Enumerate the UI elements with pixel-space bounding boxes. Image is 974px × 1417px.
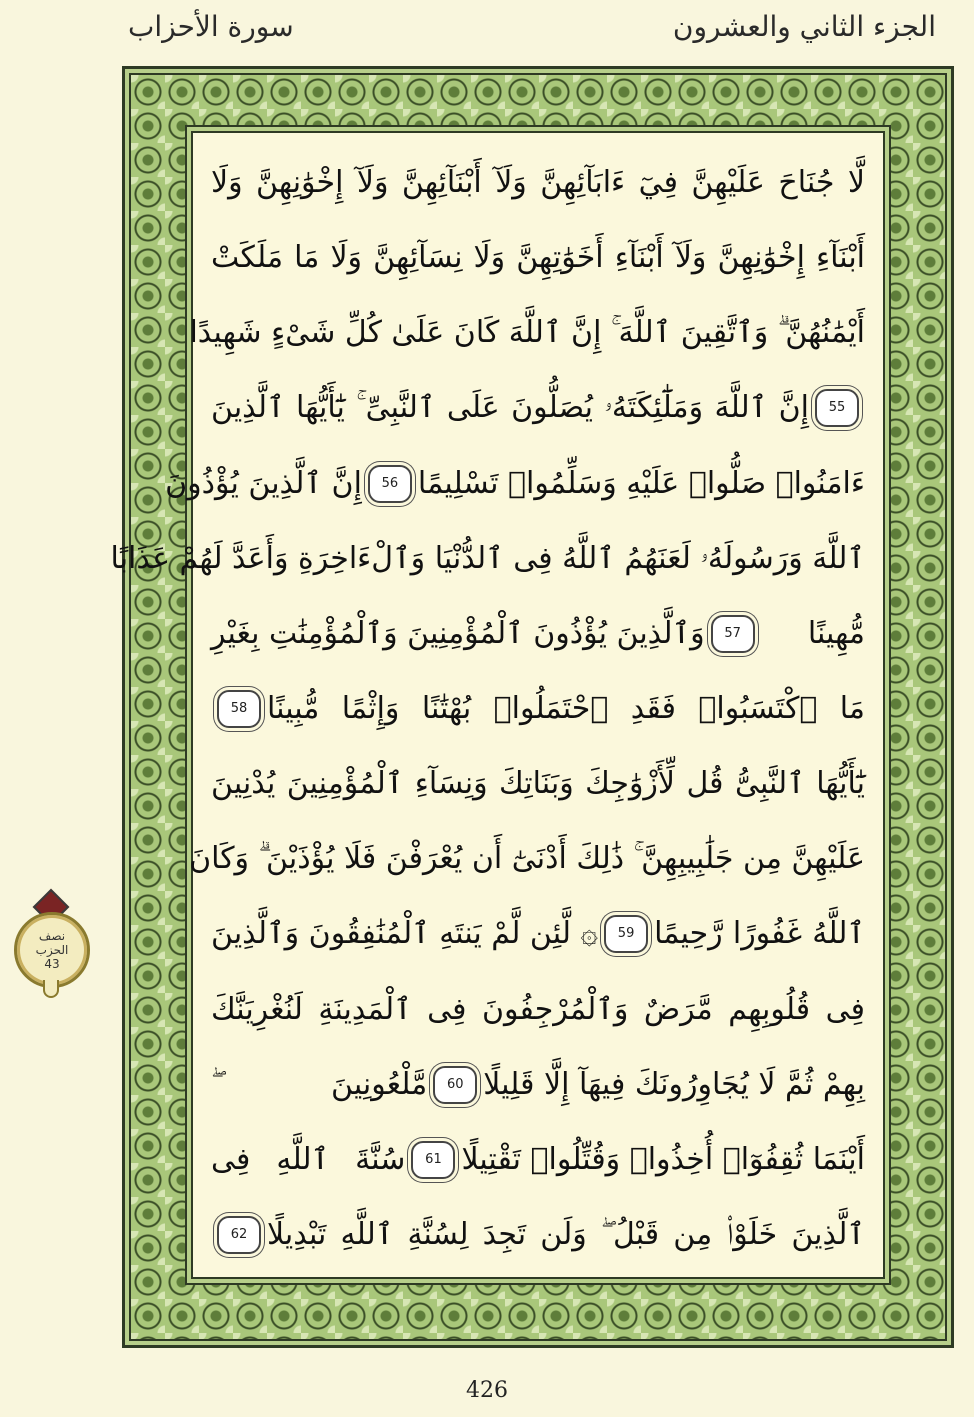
verse-text: ٱلَّذِينَ خَلَوْا۟ مِن قَبْلُ ۖ وَلَن تَجِدَ لِسُنَّةِ ٱللَّهِ تَبْدِيلًا xyxy=(267,1216,865,1252)
hizb-label-half: نصف xyxy=(38,929,66,943)
text-panel xyxy=(110,131,885,1279)
verse-text: ٱللَّهَ وَرَسُولَهُۥ لَعَنَهُمُ ٱللَّهُ فِى ٱلدُّنْيَا وَٱلْءَاخِرَةِ وَأَعَدَّ لَهُمْ عَذَابًا xyxy=(110,540,865,576)
verse-text: مَّلْعُونِينَ ۖ xyxy=(211,1066,428,1102)
verse-line xyxy=(211,1134,865,1186)
verse-text: أَيْنَمَا ثُقِفُوٓا۟ أُخِذُوا۟ وَقُتِّلُوا۟ تَقْتِيلًا xyxy=(461,1141,865,1177)
verse-line xyxy=(165,458,865,510)
ayah-number-marker: 56 xyxy=(368,465,412,503)
verse-text: إِنَّ ٱللَّهَ وَمَلَٰٓئِكَتَهُۥ يُصَلُّونَ عَلَى ٱلنَّبِىِّ ۚ يَٰٓأَيُّهَا ٱلَّذِينَ xyxy=(211,390,809,426)
verse-text: ۞ لَّئِن لَّمْ يَنتَهِ ٱلْمُنَٰفِقُونَ وَٱلَّذِينَ xyxy=(211,916,599,952)
verse-line xyxy=(211,683,865,735)
ayah-number-marker: 57 xyxy=(711,615,755,653)
surah-header: سورة الأحزاب xyxy=(128,10,294,43)
verse-line xyxy=(110,533,865,585)
verse-line xyxy=(211,1209,865,1261)
verse-text: لَّا جُنَاحَ عَلَيْهِنَّ فِيٓ ءَابَآئِهِنَّ وَلَآ أَبْنَآئِهِنَّ وَلَآ إِخْوَٰنِهِنَّ وَلَا xyxy=(211,165,865,200)
ayah-number-marker: 58 xyxy=(217,690,261,728)
hizb-tail xyxy=(43,980,59,998)
page-number: 426 xyxy=(466,1378,508,1403)
verse-line xyxy=(211,232,865,284)
juz-header: الجزء الثاني والعشرون xyxy=(672,10,936,43)
verse-text: أَيْمَٰنُهُنَّ ۗ وَٱتَّقِينَ ٱللَّهَ ۚ إِنَّ ٱللَّهَ كَانَ عَلَىٰ كُلِّ شَىْءٍ شَهِيدًا xyxy=(189,315,865,351)
page-frame xyxy=(110,66,954,1348)
ayah-number-marker: 62 xyxy=(217,1216,261,1254)
verse-line xyxy=(211,382,865,434)
verse-line xyxy=(211,157,865,209)
verse-text: يَٰٓأَيُّهَا ٱلنَّبِىُّ قُل لِّأَزْوَٰجِكَ وَبَنَاتِكَ وَنِسَآءِ ٱلْمُؤْمِنِينَ يُدْنِينَ xyxy=(211,766,865,802)
verse-text: ٱللَّهُ غَفُورًا رَّحِيمًا xyxy=(654,916,865,952)
verse-line xyxy=(189,833,865,885)
verse-line xyxy=(211,1059,865,1111)
verse-text: سُنَّةَ ٱللَّهِ فِى xyxy=(211,1141,406,1177)
verse-line xyxy=(189,307,865,359)
ayah-number-marker: 59 xyxy=(604,915,648,953)
hizb-medallion xyxy=(14,912,90,988)
verse-line xyxy=(211,984,865,1036)
ayah-number-marker: 61 xyxy=(411,1141,455,1179)
verse-text: وَٱلَّذِينَ يُؤْذُونَ ٱلْمُؤْمِنِينَ وَٱلْمُؤْمِنَٰتِ بِغَيْرِ xyxy=(211,615,705,651)
verse-lines xyxy=(110,157,865,1261)
hizb-label-hizb: الحزب xyxy=(35,943,69,957)
verse-text: أَبْنَآءِ إِخْوَٰنِهِنَّ وَلَآ أَبْنَآءِ أَخَوَٰتِهِنَّ وَلَا نِسَآئِهِنَّ وَلَا مَا مَلَكَتْ xyxy=(211,240,865,276)
verse-line xyxy=(211,608,865,660)
verse-text: ءَامَنُوا۟ صَلُّوا۟ عَلَيْهِ وَسَلِّمُوا۟ تَسْلِيمًا xyxy=(417,465,865,501)
verse-text: بِهِمْ ثُمَّ لَا يُجَاوِرُونَكَ فِيهَآ إِلَّا قَلِيلًا xyxy=(483,1066,865,1102)
hizb-number: 43 xyxy=(44,957,60,971)
verse-line xyxy=(211,758,865,810)
verse-line xyxy=(211,908,865,960)
verse-text: فِى قُلُوبِهِم مَّرَضٌ وَٱلْمُرْجِفُونَ فِى ٱلْمَدِينَةِ لَنُغْرِيَنَّكَ xyxy=(211,991,865,1027)
verse-text: عَلَيْهِنَّ مِن جَلَٰبِيبِهِنَّ ۚ ذَٰلِكَ أَدْنَىٰٓ أَن يُعْرَفْنَ فَلَا يُؤْذَيْنَ ۗ وَكَانَ xyxy=(189,841,865,877)
verse-text: إِنَّ ٱلَّذِينَ يُؤْذُونَ xyxy=(165,465,362,501)
hizb-badge xyxy=(10,894,88,998)
verse-text: مُّهِينًا xyxy=(807,615,865,651)
verse-text: مَا ٱكْتَسَبُوا۟ فَقَدِ ٱحْتَمَلُوا۟ بُهْتَٰنًا وَإِثْمًا مُّبِينًا xyxy=(267,690,865,726)
ayah-number-marker: 60 xyxy=(433,1066,477,1104)
ayah-number-marker: 55 xyxy=(815,389,859,427)
